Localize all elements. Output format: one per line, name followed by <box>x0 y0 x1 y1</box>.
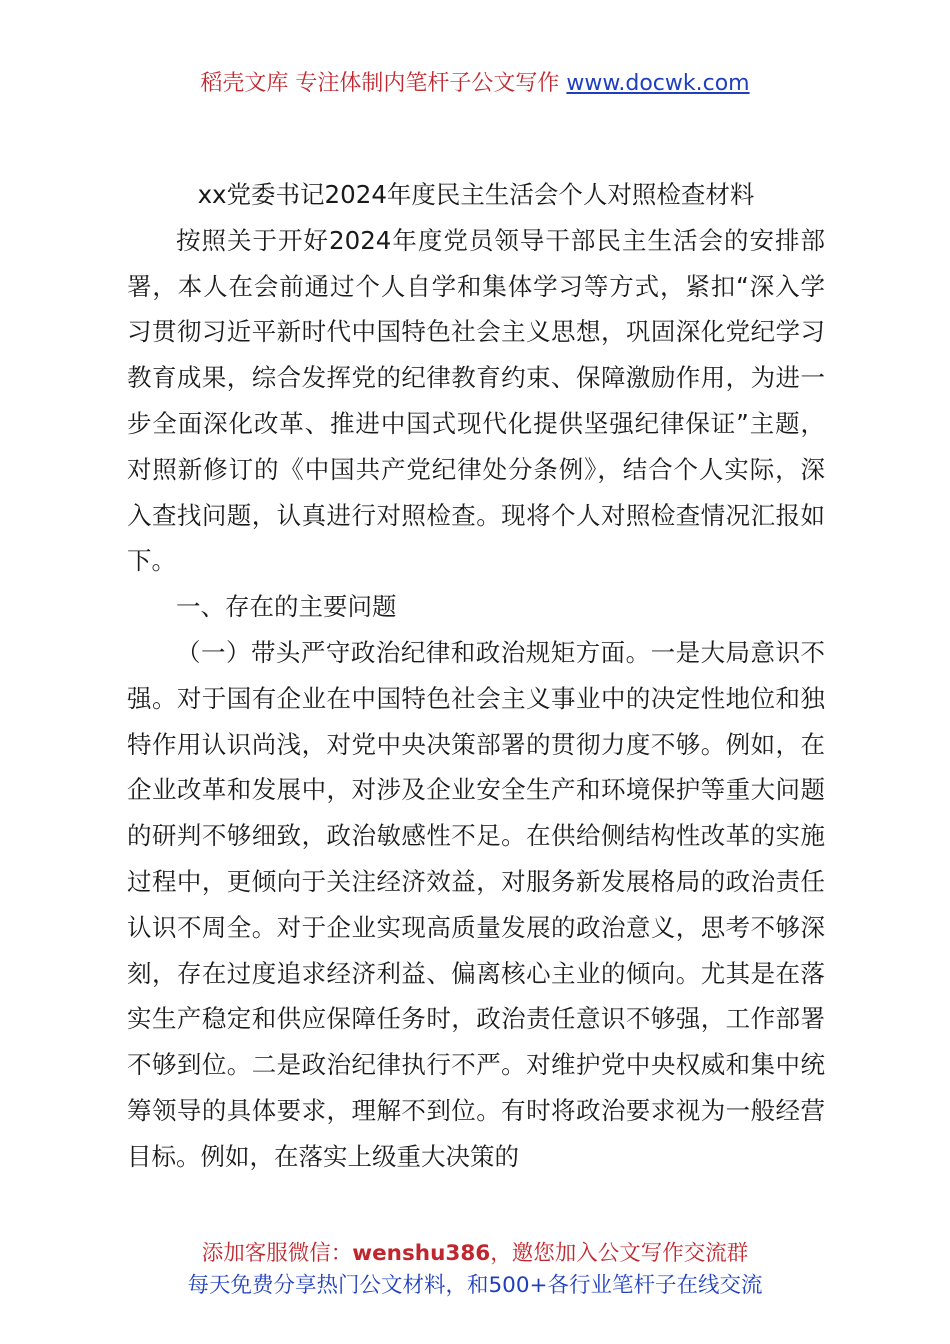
page-header <box>0 68 950 100</box>
intro-paragraph: 按照关于开好2024年度党员领导干部民主生活会的安排部署，本人在会前通过个人自学和集体学习等方式，紧扣“深入学习贯彻习近平新时代中国特色社会主义思想，巩固深化党纪学习教育成果，综合发挥党的纪律教育约束、保障激励作用，为进一步全面深化改革、推进中国式现代化提供坚强纪律保证”主题，对照新修订的《中国共产党纪律处分条例》，结合个人实际，深入查找问题，认真进行对照检查。现将个人对照检查情况汇报如下。 <box>127 225 825 576</box>
section-heading: 一、存在的主要问题 <box>176 592 397 622</box>
page-footer <box>0 1238 950 1302</box>
footer-contact-prefix: 添加客服微信： <box>201 1241 353 1266</box>
footer-wechat-id: wenshu386 <box>352 1241 491 1266</box>
footer-promo-line: 每天免费分享热门公文材料，和500+各行业笔杆子在线交流 <box>187 1273 763 1298</box>
footer-contact-line <box>0 1238 950 1270</box>
header-brand-text: 稻壳文库 专注体制内笔杆子公文写作 <box>200 71 560 96</box>
footer-contact-suffix: ，邀您加入公文写作交流群 <box>490 1241 749 1266</box>
document-body <box>127 172 825 1180</box>
document-title: xx党委书记2024年度民主生活会个人对照检查材料 <box>197 180 755 209</box>
body-paragraph: （一）带头严守政治纪律和政治规矩方面。一是大局意识不强。对于国有企业在中国特色社会主义事业中的决定性地位和独特作用认识尚浅，对党中央决策部署的贯彻力度不够。例如，在企业改革和发展中，对涉及企业安全生产和环境保护等重大问题的研判不够细致，政治敏感性不足。在供给侧结构性改革的实施过程中，更倾向于关注经济效益，对服务新发展格局的政治责任认识不周全。对于企业实现高质量发展的政治意义，思考不够深刻，存在过度追求经济利益、偏离核心主业的倾向。尤其是在落实生产稳定和供应保障任务时，政治责任意识不够强，工作部署不够到位。二是政治纪律执行不严。对维护党中央权威和集中统筹领导的具体要求，理解不到位。有时将政治要求视为一般经营目标。例如，在落实上级重大决策的 <box>127 637 825 1171</box>
header-website-link[interactable]: www.docwk.com <box>566 71 750 96</box>
